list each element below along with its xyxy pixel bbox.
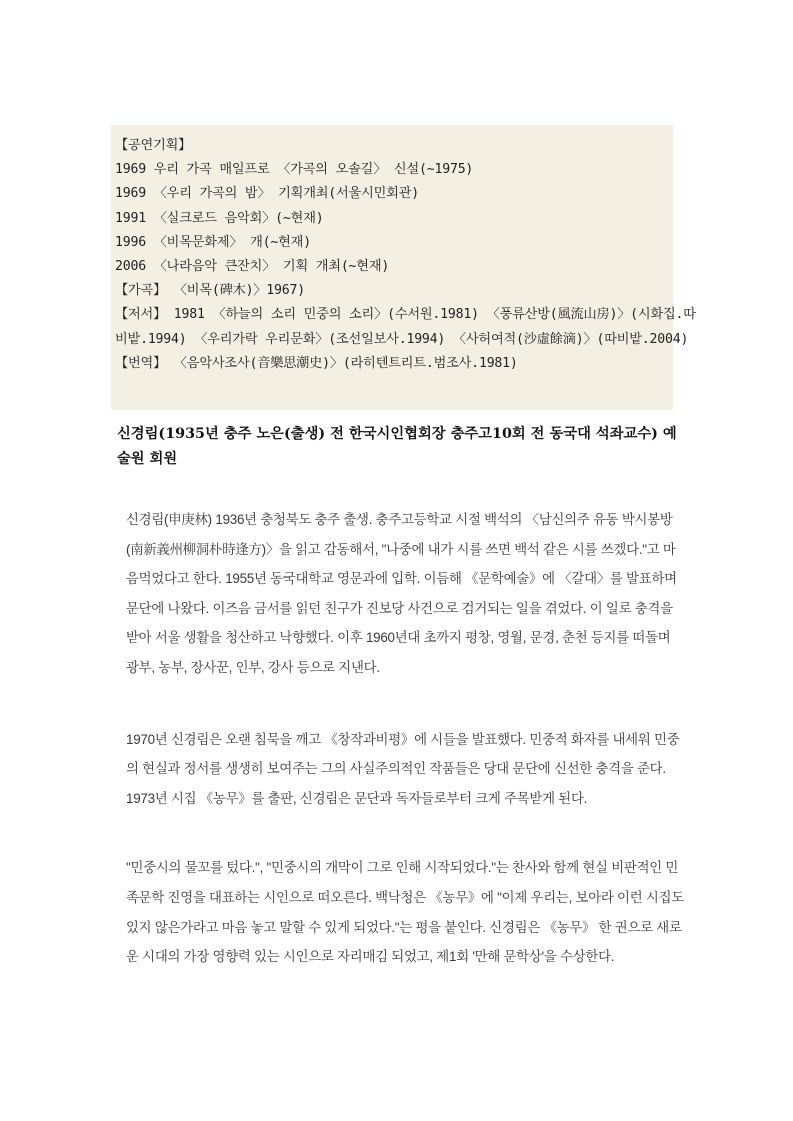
record-line: 【가곡】 〈비목(碑木)〉1967): [115, 283, 305, 299]
scanned-record-image: [111, 125, 696, 410]
body-paragraph: 1970년 신경림은 오랜 침묵을 깨고 《창작과비평》에 시들을 발표했다. 민중적 화자를 내세워 민중의 현실과 정서를 생생히 보여주는 그의 사실주의적인 작품들은 당대 문단에 신선한 충격을 준다. 1973년 시집 《농무》를 출판, 신경림은 문단과 독자들로부터 크게 주목받게 된다.: [126, 731, 680, 806]
record-line: 1991 〈실크로드 음악회〉(~현재): [115, 210, 324, 226]
record-line: 【번역】 〈음악사조사(音樂思潮史)〉(라히텐트리트.범조사.1981): [115, 355, 518, 371]
record-line: 【저서】 1981 〈하늘의 소리 민중의 소리〉(수서원.1981) 〈풍류산방(風流山房)〉(시화집.따: [115, 307, 696, 323]
biography-body: [126, 505, 686, 972]
record-line: 2006 〈나라음악 큰잔치〉 기획 개최(~현재): [115, 259, 390, 275]
record-line: 1969 우리 가곡 매일프로 〈가곡의 오솔길〉 신설(~1975): [115, 162, 474, 178]
body-paragraph: 신경림(申庚林) 1936년 충청북도 충주 출생. 충주고등학교 시절 백석의 〈남신의주 유동 박시봉방(南新義州柳洞朴時逢方)〉을 읽고 감동해서, "나중에 내가 시를 쓰면 백석 같은 시를 쓰겠다."고 마음먹었다고 한다. 1955년 동국대학교 영문과에 입학. 이듬해 《문학예술》에 〈갈대〉를 발표하며 문단에 나왔다. 이즈음 금서를 읽던 친구가 진보당 사건으로 검거되는 일을 겪었다. 이 일로 충격을 받아 서울 생활을 청산하고 낙향했다. 이후 1960년대 초까지 평창, 영월, 문경, 춘천 등지를 떠돌며 광부, 농부, 장사꾼, 인부, 강사 등으로 지낸다.: [126, 512, 677, 675]
record-line: 1969 〈우리 가곡의 밤〉 기획개최(서울시민회관): [115, 186, 419, 202]
body-paragraph: "민중시의 물꼬를 텄다.", "민중시의 개막이 그로 인해 시작되었다."는 찬사와 함께 현실 비판적인 민족문학 진영을 대표하는 시인으로 떠오른다. 백낙청은 《농무》에 "이제 우리는, 보아라 이런 시집도 있지 않은가라고 마음 놓고 말할 수 있게 되었다."는 평을 붙인다. 신경림은 《농무》 한 권으로 새로운 시대의 가장 영향력 있는 시인으로 자리매김 되었고, 제1회 '만해 문학상'을 수상한다.: [126, 860, 684, 965]
record-line: 【공연기획】: [115, 138, 192, 153]
section-heading: 신경림(1935년 충주 노은(출생) 전 한국시인협회장 충주고10회 전 동국대 석좌교수) 예술원 회원: [117, 426, 677, 467]
record-line: 1996 〈비목문화제〉 개(~현재): [115, 234, 311, 250]
record-line: 비밭.1994) 〈우리가락 우리문화〉(조선일보사.1994) 〈사허여적(沙虛餘滴)〉(따비밭.2004): [115, 331, 689, 347]
